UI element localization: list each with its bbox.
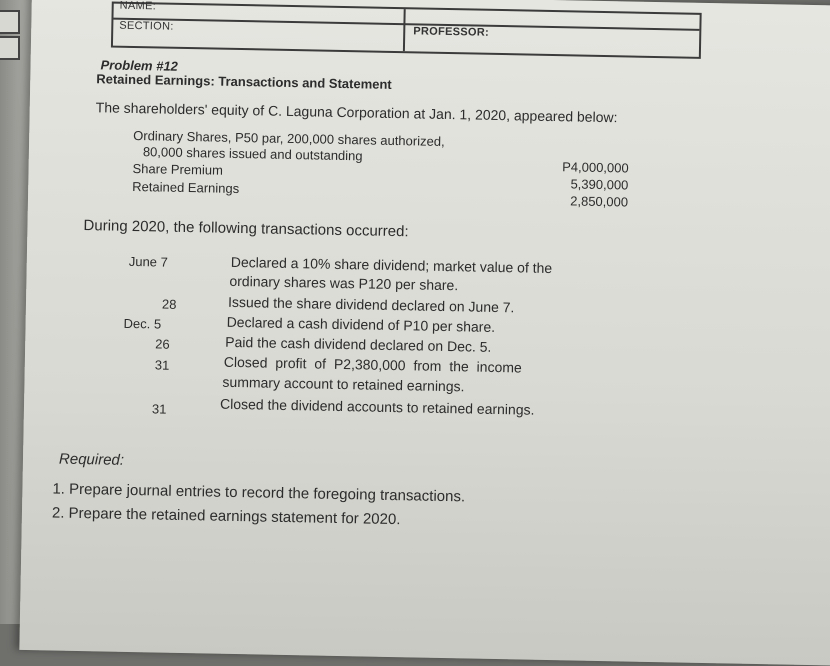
transaction-text: Issued the share dividend declared on June 7. xyxy=(227,293,515,316)
transaction-date: 31 xyxy=(151,401,167,417)
transaction-date: 31 xyxy=(154,357,170,373)
transactions-heading: During 2020, the following transactions occurred: xyxy=(83,217,409,241)
retained-earnings-label: Retained Earnings xyxy=(132,178,240,197)
transaction-text: summary account to retained earnings. xyxy=(222,373,465,395)
required-item: 1. Prepare journal entries to record the foregoing transactions. xyxy=(52,480,466,506)
problem-title: Retained Earnings: Transactions and Statement xyxy=(96,71,392,92)
left-margin-box xyxy=(0,10,20,34)
transaction-text: Closed profit of P2,380,000 from the income xyxy=(223,353,522,376)
problem-number: Problem #12 xyxy=(100,57,179,74)
header-row-name xyxy=(113,4,699,31)
problem-intro: The shareholders' equity of C. Laguna Corporation at Jan. 1, 2020, appeared below: xyxy=(95,99,618,126)
required-item: 2. Prepare the retained earnings statement for 2020. xyxy=(51,504,401,529)
transaction-date: June 7 xyxy=(128,253,168,270)
transaction-text: Declared a cash dividend of P10 per share. xyxy=(226,313,496,335)
left-margin-box xyxy=(0,36,20,60)
header-divider xyxy=(403,9,406,51)
transaction-date: 28 xyxy=(161,296,177,312)
transaction-text: ordinary shares was P120 per share. xyxy=(229,272,459,294)
transaction-date: 26 xyxy=(155,336,170,352)
transaction-text: Closed the dividend accounts to retained earnings. xyxy=(219,395,535,418)
required-label: Required: xyxy=(58,450,125,469)
section-label: SECTION: xyxy=(119,19,174,33)
transaction-text: Paid the cash dividend declared on Dec. 5. xyxy=(225,333,492,355)
share-premium-value: 5,390,000 xyxy=(570,176,629,193)
retained-earnings-value: 2,850,000 xyxy=(570,193,629,210)
ordinary-shares-value: P4,000,000 xyxy=(562,159,629,176)
transaction-date: Dec. 5 xyxy=(123,315,162,332)
ordinary-shares-line2: 80,000 shares issued and outstanding xyxy=(142,144,363,164)
ordinary-shares-line1: Ordinary Shares, P50 par, 200,000 shares authorized, xyxy=(133,127,445,149)
document-page xyxy=(19,0,830,666)
share-premium-label: Share Premium xyxy=(132,160,224,178)
transaction-text: Declared a 10% share dividend; market value of the xyxy=(230,253,553,277)
header-table xyxy=(111,2,702,59)
professor-label: PROFESSOR: xyxy=(413,25,490,39)
name-label: NAME: xyxy=(119,0,157,13)
